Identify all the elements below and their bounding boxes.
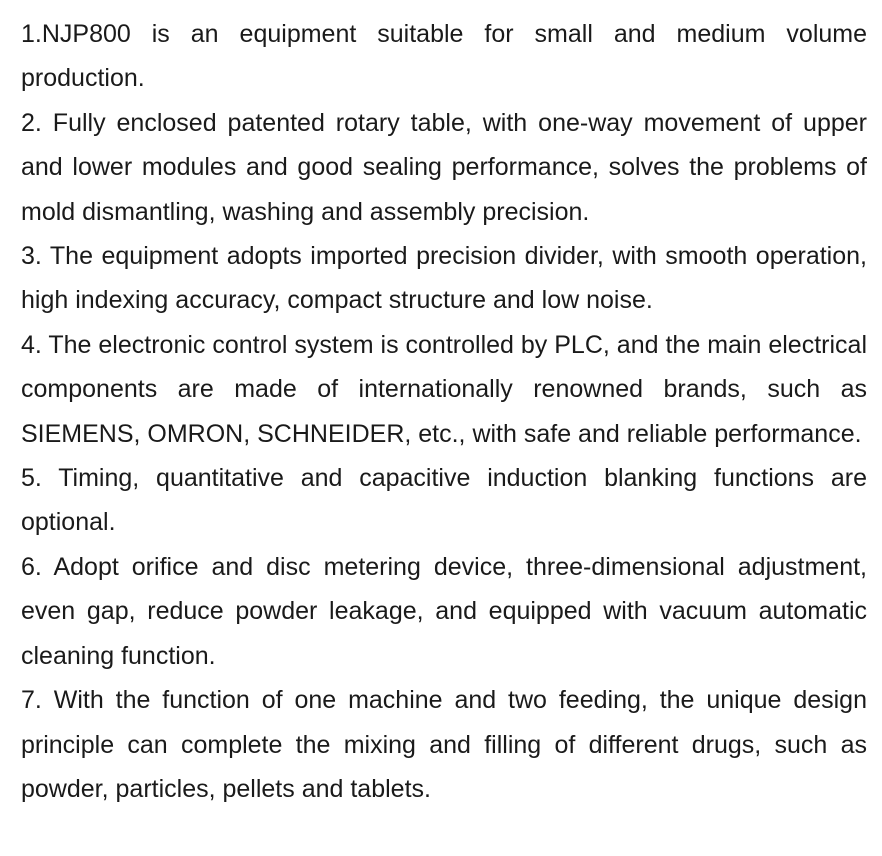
feature-list xyxy=(21,12,867,811)
feature-item-2: 2. Fully enclosed patented rotary table, with one-way movement of upper and lower modules and good sealing performance, solves the problems of mold dismantling, washing and assembly precision. xyxy=(21,108,867,226)
feature-item-3: 3. The equipment adopts imported precision divider, with smooth operation, high indexing accuracy, compact structure and low noise. xyxy=(21,242,867,315)
feature-item-5: 5. Timing, quantitative and capacitive induction blanking functions are optional. xyxy=(21,464,867,537)
feature-item-6: 6. Adopt orifice and disc metering device, three-dimensional adjustment, even gap, reduce powder leakage, and equipped with vacuum automatic cleaning function. xyxy=(21,552,867,670)
feature-item-4: 4. The electronic control system is controlled by PLC, and the main electrical components are made of internationally renowned brands, such as SIEMENS, OMRON, SCHNEIDER, etc., with safe and reliable performance. xyxy=(21,330,867,448)
feature-item-7: 7. With the function of one machine and two feeding, the unique design principle can complete the mixing and filling of different drugs, such as powder, particles, pellets and tablets. xyxy=(21,686,867,803)
feature-item-1: 1.NJP800 is an equipment suitable for small and medium volume production. xyxy=(21,20,867,93)
